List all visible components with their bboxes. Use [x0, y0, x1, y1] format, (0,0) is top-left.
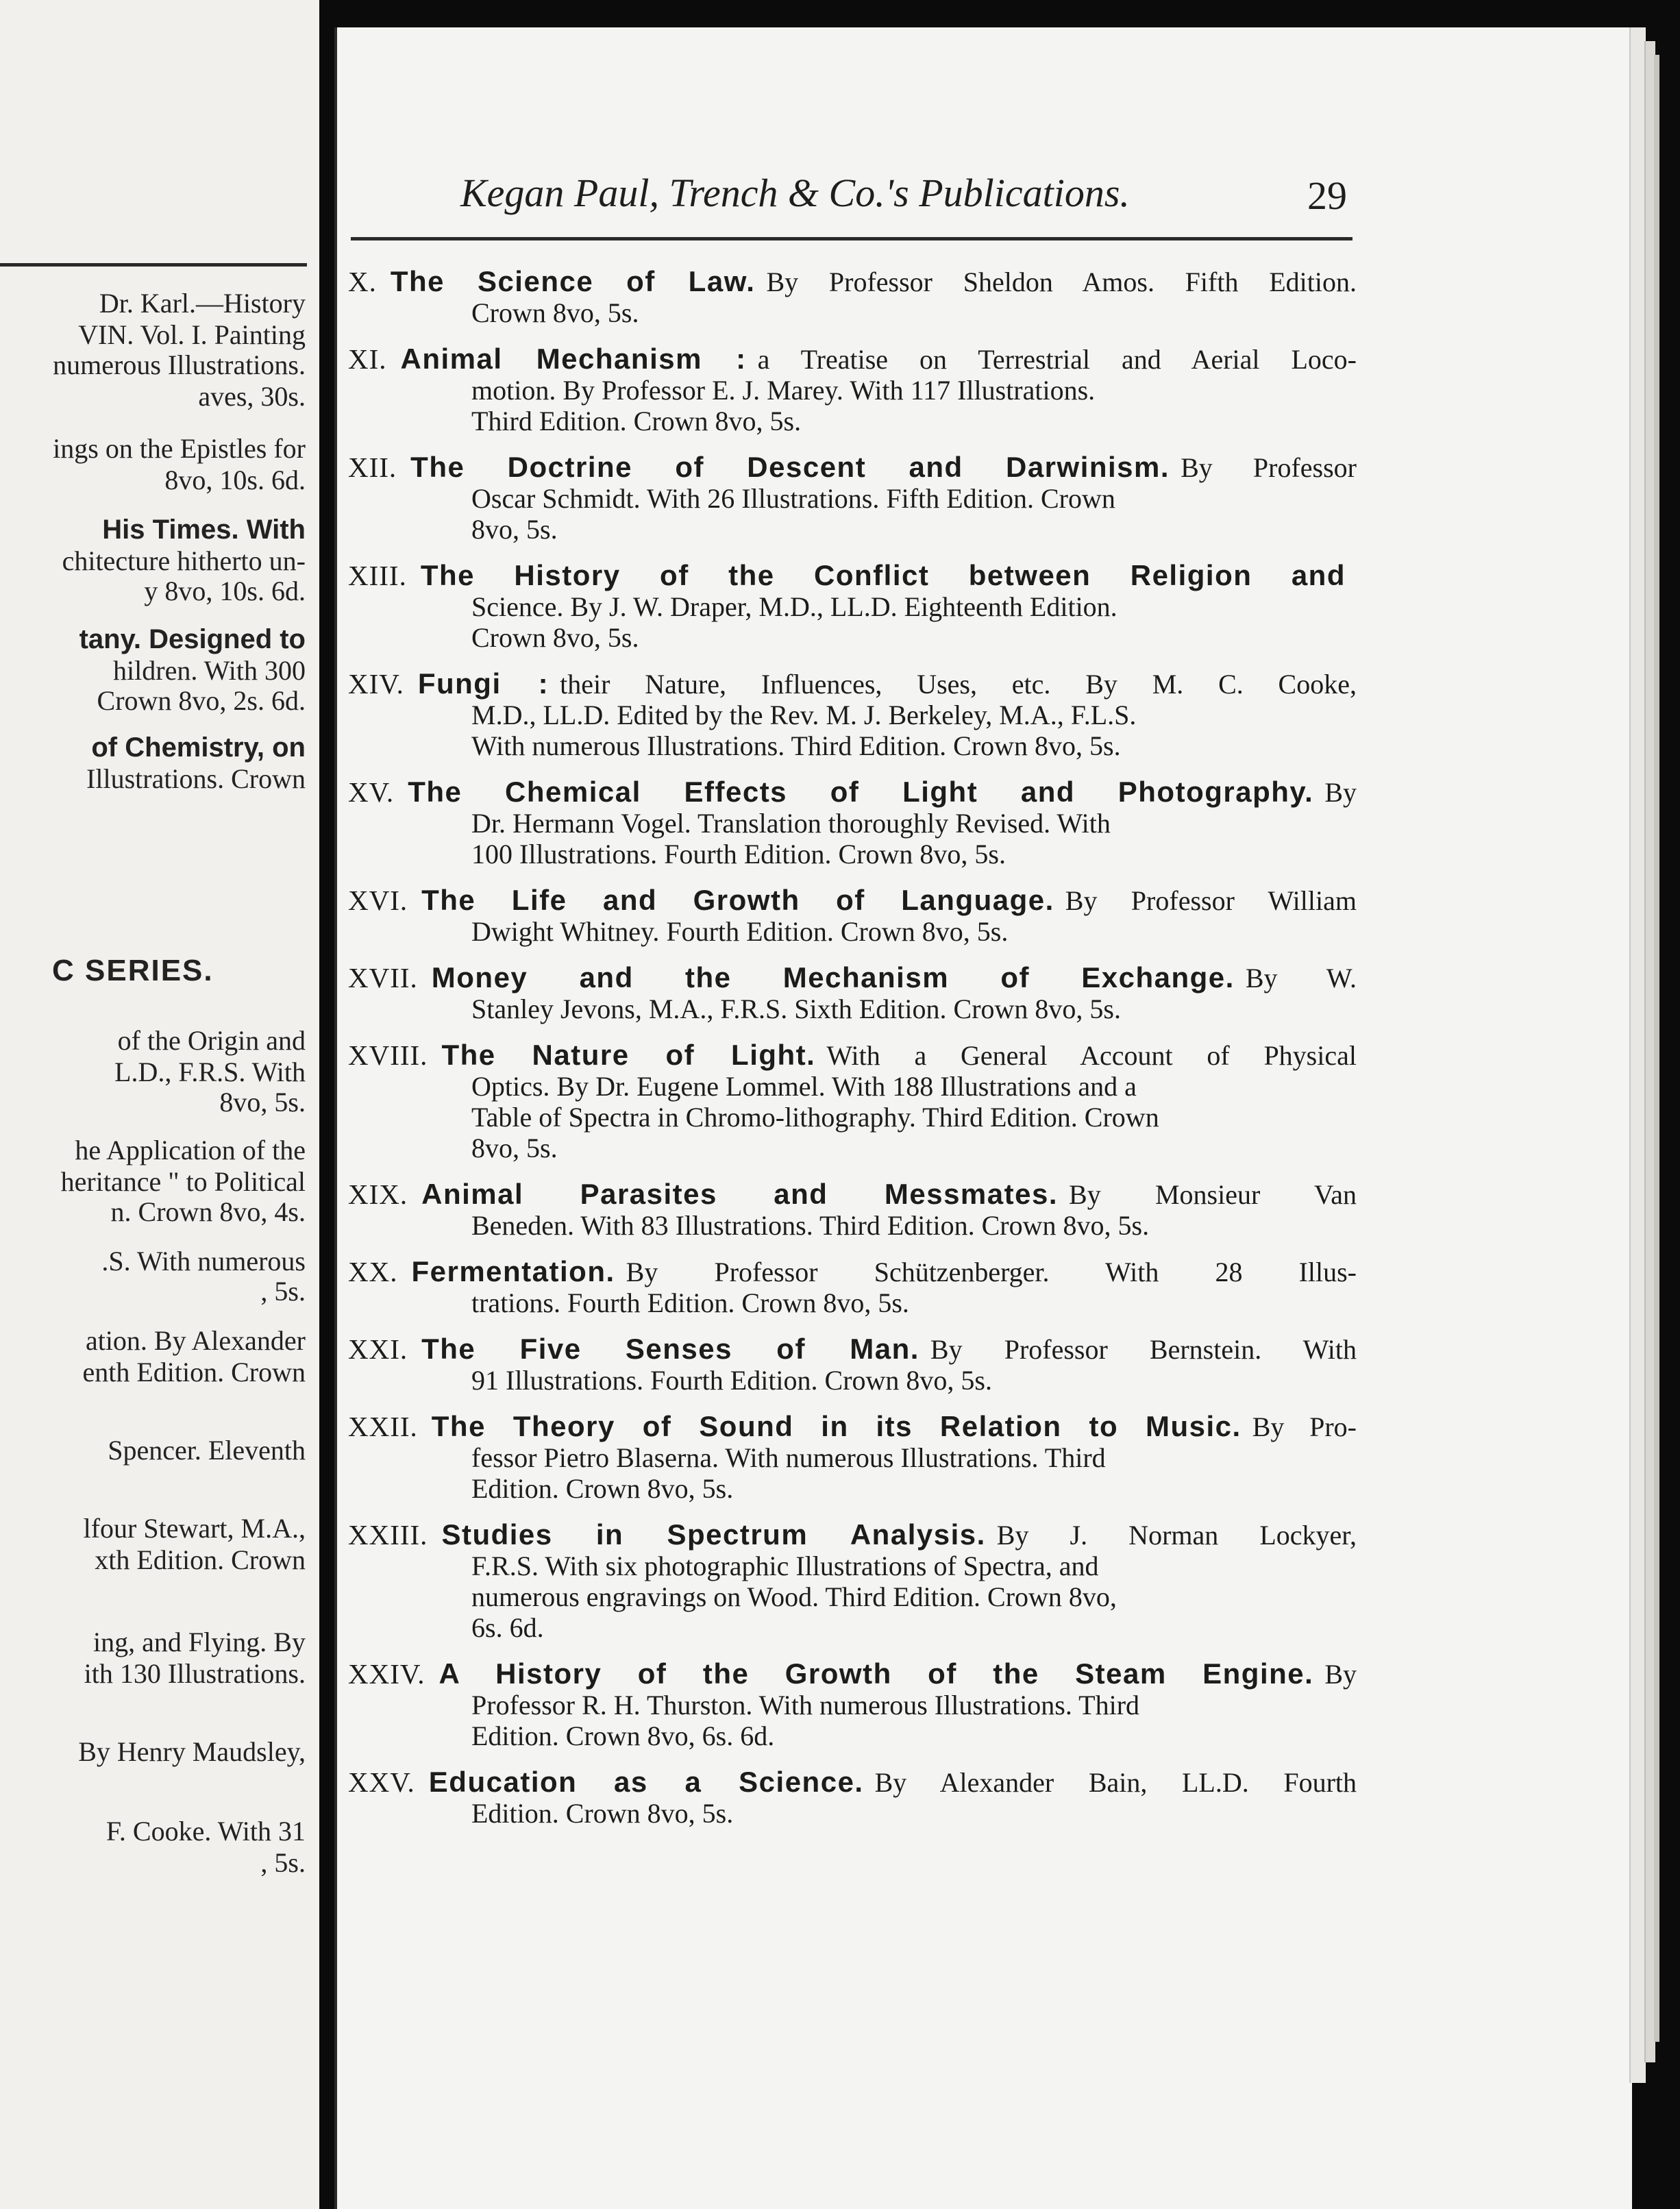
- entry-first-line: [343, 343, 1357, 375]
- left-page-line: y 8vo, 10s. 6d.: [144, 576, 306, 606]
- entry-details: their Nature, Influences, Uses, etc. By M. C. Cooke,: [560, 669, 1357, 700]
- left-page-line: Spencer. Eleventh: [108, 1435, 306, 1466]
- entry-title: Animal Parasites and Messmates.: [421, 1178, 1059, 1210]
- page-edge: [1629, 27, 1646, 2083]
- catalogue-entry: [343, 1519, 1357, 1643]
- entry-details-line: 8vo, 5s.: [471, 514, 558, 545]
- entry-details-line: Professor R. H. Thurston. With numerous Illustrations. Third: [471, 1690, 1140, 1720]
- entry-details-line: With numerous Illustrations. Third Edition. Crown 8vo, 5s.: [471, 730, 1121, 761]
- left-page-rule: [0, 263, 307, 267]
- catalogue-entry: [343, 1333, 1357, 1396]
- entry-details-line: Table of Spectra in Chromo-lithography. Third Edition. Crown: [471, 1102, 1159, 1133]
- entry-details-line: fessor Pietro Blaserna. With numerous Illustrations. Third: [471, 1442, 1106, 1473]
- entry-title: A History of the Growth of the Steam Engine.: [438, 1657, 1314, 1690]
- entry-title: The Doctrine of Descent and Darwinism.: [410, 451, 1170, 483]
- entry-title: Fungi :: [417, 667, 549, 700]
- entry-number: XXI.: [348, 1333, 408, 1365]
- entry-details-line: F.R.S. With six photographic Illustrations of Spectra, and: [471, 1551, 1099, 1581]
- entry-title: The History of the Conflict between Religion and: [420, 559, 1346, 591]
- entry-details-line: Oscar Schmidt. With 26 Illustrations. Fifth Edition. Crown: [471, 483, 1115, 514]
- catalogue-entry: [343, 1766, 1357, 1829]
- entry-title: The Chemical Effects of Light and Photography.: [408, 776, 1314, 808]
- entry-number: XV.: [348, 776, 395, 808]
- catalogue-entry: [343, 560, 1357, 653]
- entry-first-line: [343, 885, 1357, 916]
- entry-details: By Professor Schützenberger. With 28 Illus-: [626, 1257, 1357, 1287]
- entry-first-line: [343, 452, 1357, 483]
- entry-title: The Life and Growth of Language.: [421, 884, 1054, 916]
- entry-details-line: Edition. Crown 8vo, 5s.: [471, 1798, 734, 1829]
- entry-number: XIX.: [348, 1178, 408, 1210]
- left-page-line: ings on the Epistles for: [53, 433, 306, 464]
- entry-details-line: 100 Illustrations. Fourth Edition. Crown 8vo, 5s.: [471, 839, 1006, 869]
- series-heading: C SERIES.: [52, 954, 214, 987]
- left-page-line: of the Origin and: [117, 1025, 306, 1056]
- catalogue-entry: [343, 266, 1357, 328]
- entry-number: XX.: [348, 1256, 398, 1287]
- left-page-line: tany. Designed to: [79, 624, 306, 654]
- entry-first-line: [343, 1256, 1357, 1287]
- left-page-line: xth Edition. Crown: [95, 1544, 306, 1575]
- left-page-line: , 5s.: [260, 1276, 306, 1307]
- catalogue-entry: [343, 452, 1357, 545]
- catalogue-entry: [343, 1178, 1357, 1241]
- left-page-line: 8vo, 10s. 6d.: [164, 465, 306, 495]
- entry-details-line: M.D., LL.D. Edited by the Rev. M. J. Berkeley, M.A., F.L.S.: [471, 700, 1137, 730]
- left-page-line: lfour Stewart, M.A.,: [83, 1513, 306, 1544]
- left-page-line: Dr. Karl.—History: [99, 288, 306, 319]
- entry-details: By Professor Bernstein. With: [930, 1334, 1357, 1365]
- catalogue-entry: [343, 343, 1357, 436]
- entry-number: XIII.: [348, 560, 407, 591]
- entry-number: XXIV.: [348, 1658, 425, 1690]
- page-edge: [1654, 55, 1659, 2042]
- entry-details-line: numerous engravings on Wood. Third Edition. Crown 8vo,: [471, 1581, 1117, 1612]
- entry-first-line: [343, 1333, 1357, 1365]
- entry-details: With a General Account of Physical: [826, 1040, 1357, 1071]
- entry-details-line: Beneden. With 83 Illustrations. Third Edition. Crown 8vo, 5s.: [471, 1210, 1150, 1241]
- entry-details-line: Science. By J. W. Draper, M.D., LL.D. Eighteenth Edition.: [471, 591, 1117, 622]
- left-page-line: 8vo, 5s.: [219, 1087, 306, 1118]
- entry-number: XVII.: [348, 962, 418, 994]
- entry-first-line: [343, 1658, 1357, 1690]
- entry-first-line: [343, 560, 1357, 591]
- entry-list: [343, 266, 1357, 1844]
- left-page-line: ation. By Alexander: [85, 1325, 306, 1356]
- entry-details: By Monsieur Van: [1069, 1179, 1357, 1210]
- entry-details: By: [1324, 777, 1357, 808]
- entry-first-line: [343, 1178, 1357, 1210]
- entry-details: By Pro-: [1252, 1411, 1357, 1442]
- entry-first-line: [343, 266, 1357, 297]
- entry-number: XVI.: [348, 885, 408, 916]
- entry-first-line: [343, 776, 1357, 808]
- entry-details-line: Third Edition. Crown 8vo, 5s.: [471, 406, 802, 436]
- catalogue-entry: [343, 1039, 1357, 1163]
- entry-details: By Alexander Bain, LL.D. Fourth: [874, 1767, 1357, 1798]
- catalogue-entry: [343, 1256, 1357, 1318]
- left-page-line: chitecture hitherto un-: [62, 545, 306, 576]
- left-page-line: n. Crown 8vo, 4s.: [110, 1196, 306, 1227]
- entry-first-line: [343, 962, 1357, 994]
- entry-title: Fermentation.: [411, 1255, 615, 1287]
- entry-title: The Nature of Light.: [441, 1039, 816, 1071]
- entry-number: XXII.: [348, 1411, 418, 1442]
- catalogue-entry: [343, 668, 1357, 761]
- entry-first-line: [343, 1519, 1357, 1551]
- entry-details-line: 6s. 6d.: [471, 1612, 544, 1643]
- catalogue-entry: [343, 776, 1357, 869]
- entry-details-line: Dr. Hermann Vogel. Translation thoroughly Revised. With: [471, 808, 1111, 839]
- catalogue-entry: [343, 962, 1357, 1024]
- catalogue-entry: [343, 1658, 1357, 1751]
- entry-details-line: Optics. By Dr. Eugene Lommel. With 188 Illustrations and a: [471, 1071, 1137, 1102]
- entry-details-line: Dwight Whitney. Fourth Edition. Crown 8vo, 5s.: [471, 916, 1009, 947]
- left-page: [0, 0, 319, 2209]
- entry-number: XXIII.: [348, 1519, 428, 1551]
- left-page-line: ing, and Flying. By: [92, 1627, 306, 1657]
- entry-number: XXV.: [348, 1766, 415, 1798]
- header-rule: [351, 237, 1352, 240]
- entry-details: By J. Norman Lockyer,: [996, 1520, 1357, 1551]
- left-page-line: heritance " to Political: [60, 1166, 306, 1197]
- entry-details-line: Edition. Crown 8vo, 5s.: [471, 1473, 734, 1504]
- entry-first-line: [343, 1766, 1357, 1798]
- left-page-line: enth Edition. Crown: [82, 1357, 306, 1387]
- left-page-line: By Henry Maudsley,: [78, 1736, 306, 1767]
- entry-number: XVIII.: [348, 1039, 428, 1071]
- entry-details-line: trations. Fourth Edition. Crown 8vo, 5s.: [471, 1287, 909, 1318]
- entry-details: By Professor William: [1065, 885, 1357, 916]
- entry-first-line: [343, 668, 1357, 700]
- entry-details-line: Crown 8vo, 5s.: [471, 297, 639, 328]
- entry-details: By W.: [1245, 963, 1357, 994]
- left-page-line: .S. With numerous: [101, 1246, 306, 1276]
- entry-title: The Five Senses of Man.: [421, 1333, 919, 1365]
- entry-title: Education as a Science.: [428, 1766, 864, 1798]
- entry-first-line: [343, 1039, 1357, 1071]
- left-page-line: of Chemistry, on: [91, 732, 306, 763]
- entry-number: XII.: [348, 452, 397, 483]
- left-page-line: His Times. With: [102, 515, 306, 545]
- entry-details: By Professor: [1181, 452, 1357, 483]
- entry-first-line: [343, 1411, 1357, 1442]
- catalogue-entry: [343, 885, 1357, 947]
- left-page-line: he Application of the: [75, 1135, 306, 1165]
- catalogue-entry: [343, 1411, 1357, 1504]
- left-page-line: hildren. With 300: [113, 655, 306, 686]
- entry-title: The Theory of Sound in its Relation to Music.: [431, 1410, 1242, 1442]
- entry-details: a Treatise on Terrestrial and Aerial Loco-: [757, 344, 1357, 375]
- left-page-line: , 5s.: [260, 1847, 306, 1878]
- gutter: [319, 0, 334, 2209]
- entry-number: X.: [348, 266, 377, 297]
- entry-details-line: Crown 8vo, 5s.: [471, 622, 639, 653]
- entry-title: The Science of Law.: [390, 265, 756, 297]
- left-page-line: numerous Illustrations.: [53, 349, 306, 380]
- entry-details-line: Stanley Jevons, M.A., F.R.S. Sixth Edition. Crown 8vo, 5s.: [471, 994, 1121, 1024]
- page-number: 29: [1307, 173, 1347, 218]
- entry-details-line: 8vo, 5s.: [471, 1133, 558, 1163]
- left-page-line: ith 130 Illustrations.: [84, 1658, 306, 1689]
- left-page-line: Illustrations. Crown: [86, 763, 306, 794]
- entry-details-line: motion. By Professor E. J. Marey. With 117 Illustrations.: [471, 375, 1096, 406]
- entry-title: Animal Mechanism :: [400, 343, 747, 375]
- entry-details-line: 91 Illustrations. Fourth Edition. Crown 8vo, 5s.: [471, 1365, 992, 1396]
- entry-title: Studies in Spectrum Analysis.: [441, 1518, 986, 1551]
- entry-title: Money and the Mechanism of Exchange.: [431, 961, 1235, 994]
- entry-details: By Professor Sheldon Amos. Fifth Edition.: [766, 267, 1357, 297]
- entry-number: XIV.: [348, 668, 404, 700]
- left-page-line: aves, 30s.: [198, 381, 306, 412]
- entry-details: By: [1324, 1659, 1357, 1690]
- left-page-line: L.D., F.R.S. With: [114, 1057, 306, 1087]
- entry-number: XI.: [348, 343, 387, 375]
- left-page-line: Crown 8vo, 2s. 6d.: [97, 685, 306, 716]
- running-title: Kegan Paul, Trench & Co.'s Publications.: [460, 171, 1130, 215]
- entry-details-line: Edition. Crown 8vo, 6s. 6d.: [471, 1720, 775, 1751]
- left-page-line: VIN. Vol. I. Painting: [78, 319, 306, 350]
- left-page-line: F. Cooke. With 31: [106, 1816, 306, 1847]
